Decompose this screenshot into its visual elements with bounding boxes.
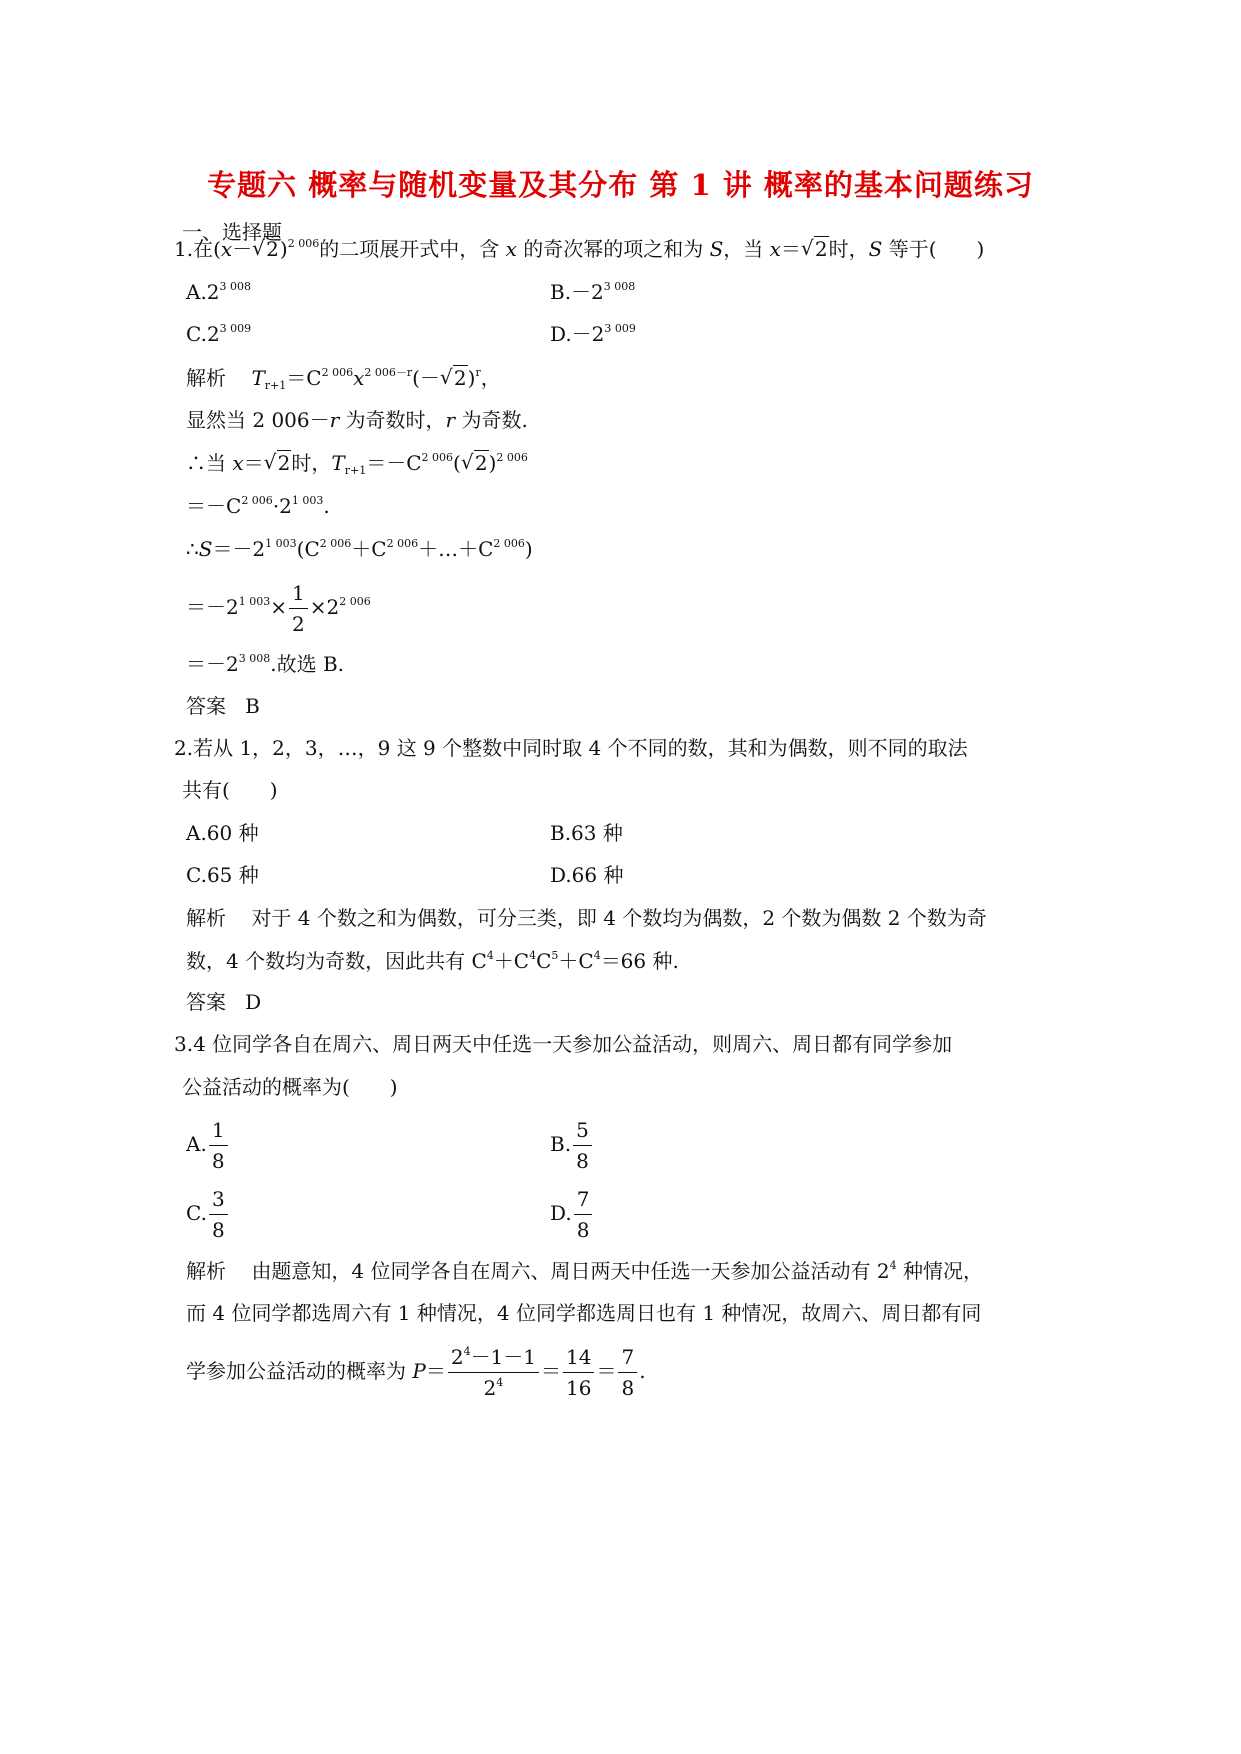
q3-option-b: B. $\frac{5}{8}$	[550, 1114, 594, 1176]
fraction: $\frac{3}{8}$	[209, 1184, 228, 1245]
fraction: $\frac{5}{8}$	[573, 1115, 592, 1176]
q3-option-c: C. $\frac{3}{8}$	[186, 1183, 230, 1245]
q2-stem-line-1: 2.若从 1，2，3，…，9 这 9 个整数中同时取 4 个不同的数，其和为偶数，则不同的取法	[174, 736, 968, 760]
q1-option-a: $A.2^{3 008}$	[186, 280, 252, 304]
q3-stem-line-2: 公益活动的概率为( )	[182, 1075, 398, 1099]
fraction: $\frac{7}{8}$	[574, 1184, 593, 1245]
sqrt-symbol: √ 2	[252, 235, 280, 263]
q3-solution-line-2: 而 4 位同学都选周六有 1 种情况，4 位同学都选周日也有 1 种情况，故周六、周日都有同	[186, 1301, 982, 1325]
q1-solution-line-1: 解析 $T_{r+1}=C^{2 006}x^{2 006-r}(-√$ 2)$^r$，	[186, 364, 501, 392]
q2-option-b: B.63 种	[550, 821, 623, 845]
q1-answer: 答案 B	[186, 694, 260, 718]
q1-solution-line-6: $=-2^{1 003}\times$ $\frac{1}{2}$ $\times 2^{2 006}$	[186, 578, 371, 639]
fraction: $\frac{2^4-1-1}{2^4}$	[448, 1342, 539, 1403]
q1-solution-line-2: 显然当 2 006－r 为奇数时，r 为奇数.	[186, 408, 528, 432]
sqrt-symbol: √ 2	[801, 235, 829, 263]
page-title: 专题六 概率与随机变量及其分布 第 1 讲 概率的基本问题练习	[207, 168, 1034, 202]
q2-answer: 答案 D	[186, 990, 262, 1014]
q3-solution-line-1: 解析 由题意知，4 位同学各自在周六、周日两天中任选一天参加公益活动有 $2^4$ 种情况，	[186, 1259, 983, 1283]
q2-stem-line-2: 共有( )	[182, 778, 278, 802]
q1-solution-line-5: $\therefore S=-2^{1 003}(C^{2 006}+C^{2 006}+\dots+C^{2 006})$	[186, 537, 533, 561]
q3-option-a: A. $\frac{1}{8}$	[186, 1114, 230, 1176]
fraction: $\frac{14}{16}$	[563, 1342, 594, 1403]
sqrt-symbol: √ 2	[440, 364, 468, 392]
q1-solution-line-7: $=-2^{3 008}$.故选 B.	[186, 652, 345, 676]
fraction: $\frac{7}{8}$	[618, 1342, 637, 1403]
q1-stem: 1.在(x－√ 2)$^{2 006}$的二项展开式中，含 x 的奇次幂的项之和为 S，当 x＝√ 2时，S 等于( )	[174, 235, 984, 263]
q1-option-d: $D.-2^{3 009}$	[550, 322, 636, 346]
q2-option-d: D.66 种	[550, 863, 624, 887]
sqrt-symbol: √ 2	[461, 449, 489, 477]
q3-stem-line-1: 3.4 位同学各自在周六、周日两天中任选一天参加公益活动，则周六、周日都有同学参加	[174, 1032, 953, 1056]
q1-solution-line-3: ∴当 x＝√ 2时，$T_{r+1}=-C^{2 006}(√$ 2)$^{2 006}$	[186, 449, 528, 477]
q2-solution-line-1: 解析 对于 4 个数之和为偶数，可分三类，即 4 个数均为偶数，2 个数为偶数 2 个数为奇	[186, 906, 987, 930]
q2-solution-line-2: 数，4 个数均为奇数，因此共有 $C^4+C^4C^5+C^4=66$ 种.	[186, 949, 679, 973]
section-heading: 一、选择题	[182, 220, 282, 244]
q1-option-c: $C.2^{3 009}$	[186, 322, 252, 346]
sqrt-symbol: √ 2	[264, 449, 292, 477]
q1-option-b: $B.-2^{3 008}$	[550, 280, 636, 304]
q2-option-a: A.60 种	[186, 821, 259, 845]
q3-solution-line-3: 学参加公益活动的概率为 P＝ $\frac{2^4-1-1}{2^4}$ ＝ $\frac{14}{16}$ ＝ $\frac{7}{8}$ .	[186, 1341, 646, 1403]
fraction: $\frac{1}{8}$	[209, 1115, 228, 1176]
q1-solution-line-4: $=-C^{2 006}\cdot 2^{1 003}$.	[186, 494, 330, 518]
q2-option-c: C.65 种	[186, 863, 259, 887]
fraction: $\frac{1}{2}$	[289, 578, 308, 639]
q3-option-d: D. $\frac{7}{8}$	[550, 1183, 594, 1245]
